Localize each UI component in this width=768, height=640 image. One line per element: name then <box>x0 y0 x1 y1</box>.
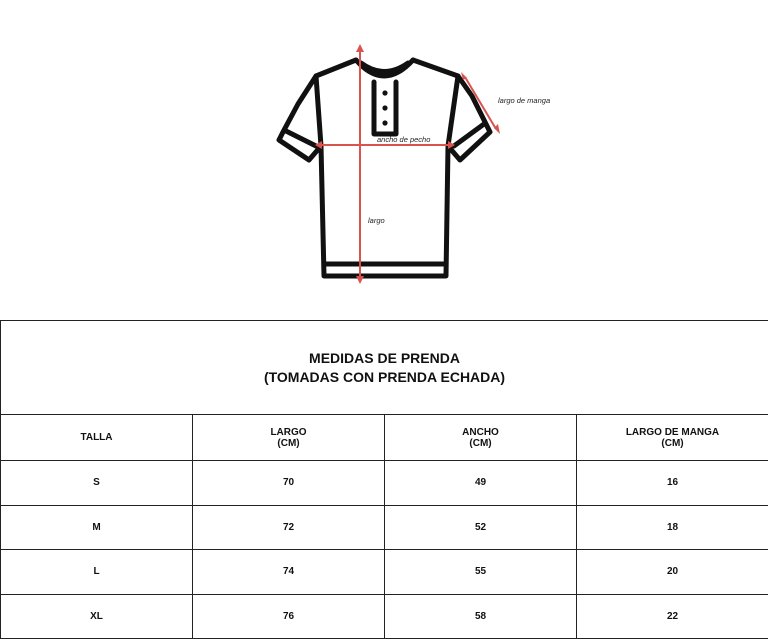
cell-largo: 72 <box>193 505 385 550</box>
table-row <box>1 505 768 550</box>
size-chart-table <box>0 320 768 639</box>
cell-ancho: 55 <box>385 550 577 595</box>
header-ancho <box>385 415 577 461</box>
table-title <box>1 321 768 415</box>
garment-diagram <box>0 0 768 300</box>
cell-talla: XL <box>1 594 193 639</box>
header-largo-manga <box>577 415 768 461</box>
cell-largo-manga: 16 <box>577 461 768 506</box>
cell-largo-manga: 22 <box>577 594 768 639</box>
table-row <box>1 550 768 595</box>
cell-largo: 70 <box>193 461 385 506</box>
header-largo-unit: (CM) <box>277 437 300 449</box>
header-ancho-unit: (CM) <box>469 437 492 449</box>
table-title-line2: (TOMADAS CON PRENDA ECHADA) <box>263 368 506 385</box>
cell-ancho: 49 <box>385 461 577 506</box>
header-talla <box>1 415 193 461</box>
header-largo-manga-label: LARGO DE MANGA <box>625 426 720 438</box>
table-row <box>1 461 768 506</box>
cell-talla: M <box>1 505 193 550</box>
cell-largo-manga: 20 <box>577 550 768 595</box>
length-label: largo <box>368 216 385 225</box>
table-title-row <box>1 321 768 415</box>
cell-talla: S <box>1 461 193 506</box>
cell-largo-manga: 18 <box>577 505 768 550</box>
measure-lines <box>315 44 500 284</box>
cell-talla: L <box>1 550 193 595</box>
cell-ancho: 52 <box>385 505 577 550</box>
cell-ancho: 58 <box>385 594 577 639</box>
header-largo-manga-unit: (CM) <box>661 437 684 449</box>
shirt-illustration <box>0 0 768 300</box>
table-header-row <box>1 415 768 461</box>
cell-largo: 74 <box>193 550 385 595</box>
table-row <box>1 594 768 639</box>
cell-largo: 76 <box>193 594 385 639</box>
table-title-line1: MEDIDAS DE PRENDA <box>309 349 460 366</box>
header-talla-label: TALLA <box>80 432 113 443</box>
header-largo-label: LARGO <box>270 426 307 438</box>
sleeve-length-label: largo de manga <box>498 96 551 105</box>
placket-buttons <box>382 90 387 125</box>
chest-width-label: ancho de pecho <box>377 135 431 144</box>
header-ancho-label: ANCHO <box>462 426 499 438</box>
header-largo <box>193 415 385 461</box>
